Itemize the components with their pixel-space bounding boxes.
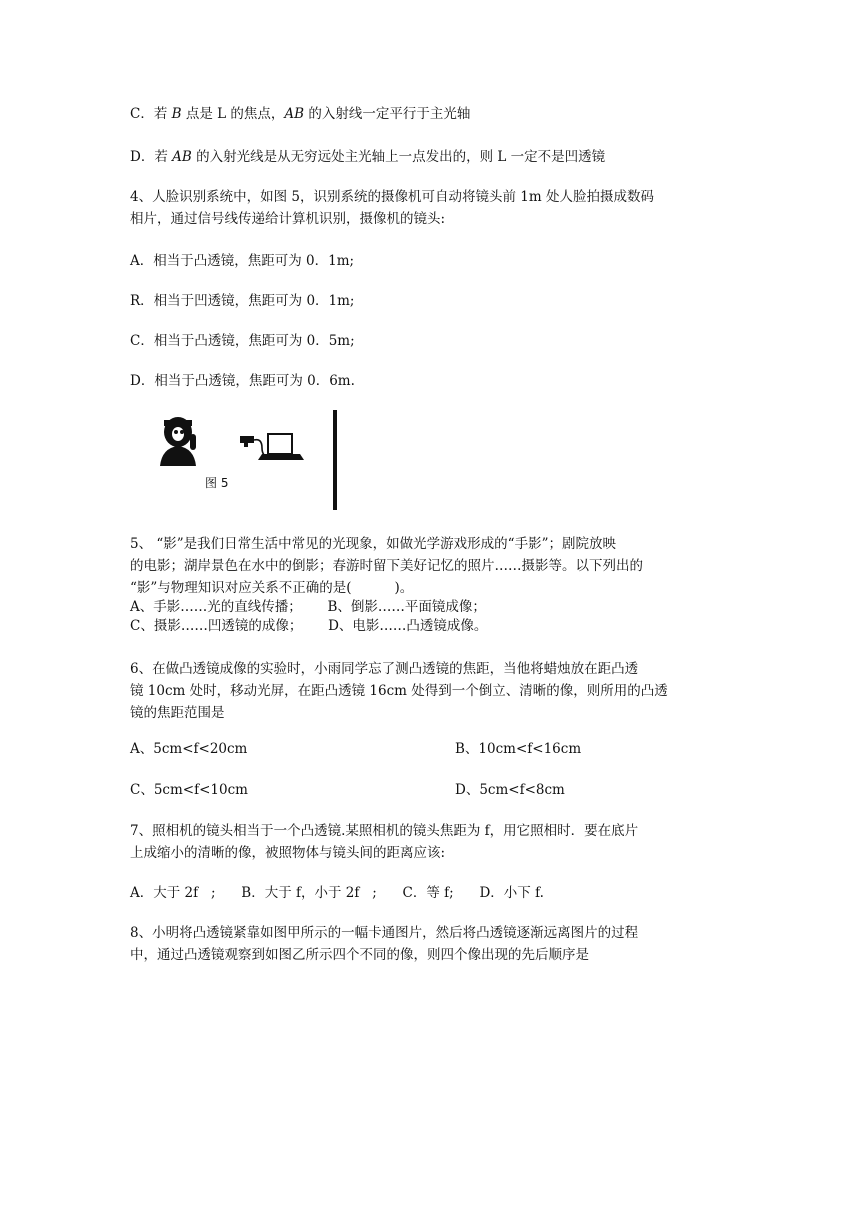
q3-c-mid: 点是 L 的焦点， [181, 106, 285, 122]
q7-options: A．大于 2f ; B．大于 f，小于 2f ; C．等 f; D．小下 f. [130, 885, 544, 901]
figure-5-illustration [150, 410, 340, 510]
q3-c-prefix: C．若 [130, 106, 172, 122]
q3-d-ab: AB [172, 149, 192, 165]
q4-option-b: R．相当于凹透镜，焦距可为 0．1m; [130, 293, 355, 309]
q4-option-c: C．相当于凸透镜，焦距可为 0．5m; [130, 333, 355, 349]
figure-5-caption: 图 5 [205, 476, 229, 490]
figure-5 [150, 410, 340, 510]
q4-option-d: D．相当于凸透镜，焦距可为 0．6m. [130, 373, 355, 389]
vertical-bar [333, 410, 337, 510]
q3-c-ab: AB [284, 106, 305, 122]
q5-stem-line3: “影”与物理知识对应关系不正确的是( )。 [130, 580, 414, 596]
q3-d-suffix: 的入射光线是从无穷远处主光轴上一点发出的，则 L 一定不是凹透镜 [191, 149, 606, 165]
q6-stem-line1: 6、在做凸透镜成像的实验时，小雨同学忘了测凸透镜的焦距，当他将蜡烛放在距凸透 [130, 661, 639, 677]
camera-icon [240, 436, 254, 447]
q5-stem-line1: 5、 “影”是我们日常生活中常见的光现象，如做光学游戏形成的“手影”；剧院放映 [130, 536, 616, 552]
q6-option-b: B、10cm<f<16cm [455, 741, 582, 757]
q5-options-row2: C、摄影……凹透镜的成像； D、电影……凸透镜成像。 [130, 618, 488, 634]
q6-option-d: D、5cm<f<8cm [455, 782, 565, 798]
q3-option-c [130, 105, 470, 123]
q3-option-d [130, 148, 605, 166]
q7-stem-line2: 上成缩小的清晰的像，被照物体与镜头间的距离应该: [130, 845, 446, 861]
q3-c-point-b: B [171, 106, 182, 122]
q8-stem-line1: 8、小明将凸透镜紧靠如图甲所示的一幅卡通图片，然后将凸透镜逐渐远离图片的过程 [130, 925, 639, 941]
person-icon [160, 417, 196, 466]
q5-stem-line2: 的电影；湖岸景色在水中的倒影；春游时留下美好记忆的照片……摄影等。以下列出的 [130, 558, 643, 574]
q5-options-row1: A、手影……光的直线传播； B、倒影……平面镜成像； [130, 599, 486, 615]
q4-stem-line2: 相片，通过信号线传递给计算机识别，摄像机的镜头: [130, 211, 446, 227]
q8-stem-line2: 中，通过凸透镜观察到如图乙所示四个不同的像，则四个像出现的先后顺序是 [130, 947, 589, 963]
q6-stem-line3: 镜的焦距范围是 [130, 705, 225, 721]
q4-stem-line1: 4、人脸识别系统中，如图 5，识别系统的摄像机可自动将镜头前 1m 处人脸拍摄成数码 [130, 189, 654, 205]
laptop-icon [258, 434, 304, 460]
q7-stem-line1: 7、照相机的镜头相当于一个凸透镜.某照相机的镜头焦距为 f，用它照相时．要在底片 [130, 823, 639, 839]
q6-stem-line2: 镜 10cm 处时，移动光屏，在距凸透镜 16cm 处得到一个倒立、清晰的像，则所用的凸透 [130, 683, 668, 699]
q4-option-a: A．相当于凸透镜，焦距可为 0．1m; [130, 253, 355, 269]
q3-c-suffix: 的入射线一定平行于主光轴 [304, 106, 471, 122]
q6-option-c: C、5cm<f<10cm [130, 782, 248, 798]
q6-option-a: A、5cm<f<20cm [130, 741, 248, 757]
q3-d-prefix: D．若 [130, 149, 173, 165]
